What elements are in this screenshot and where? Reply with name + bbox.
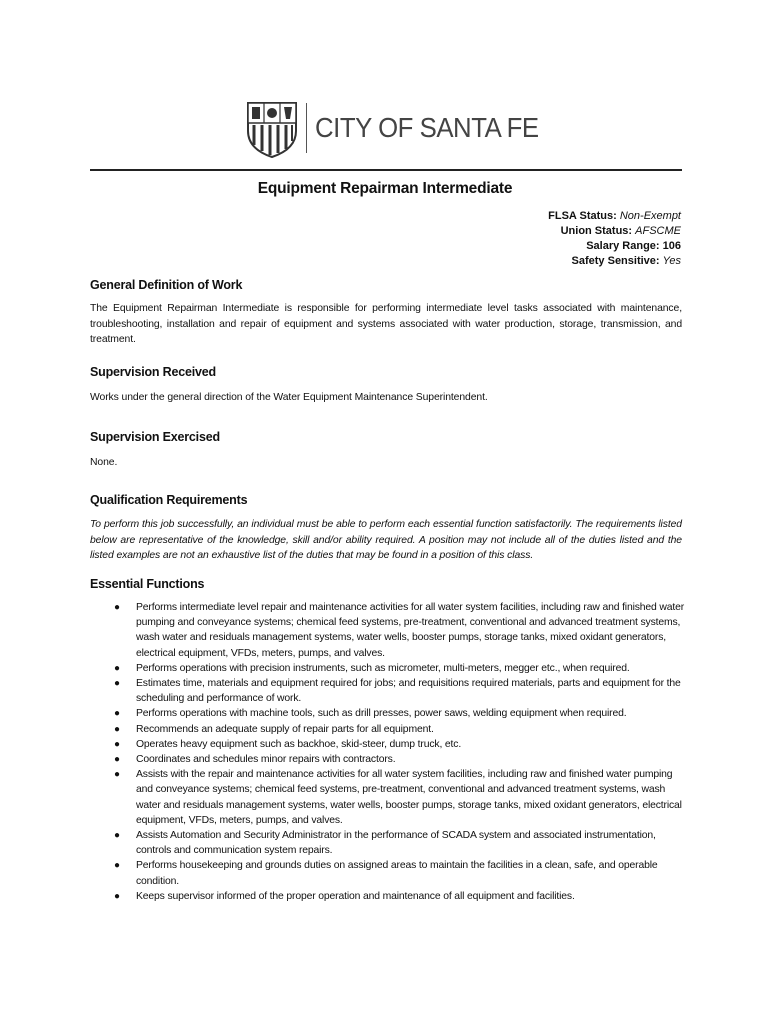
bullet-icon: ●: [114, 754, 120, 766]
bullet-icon: ●: [114, 830, 120, 842]
supervision-exercised-text: None.: [90, 457, 118, 468]
supervision-exercised-heading: Supervision Exercised: [90, 430, 220, 444]
safety-sensitive: [548, 254, 681, 269]
list-item: ● Assists with the repair and maintenance activities for all water system facilities, including raw and finished water pumping and conveyance systems; chemical feed systems, pre-treatment, conventional and advanced treatment systems, wash water and residuals management systems, water wells, booster pumps, storage tanks, mixed oxidant generators, electrical equipment, VFDs, meters, pumps, and valves.: [114, 769, 682, 826]
logo-divider: [306, 103, 307, 153]
qualification-heading: Qualification Requirements: [90, 493, 248, 507]
city-seal-icon: [246, 101, 298, 159]
safety-label: Safety Sensitive:: [571, 255, 660, 267]
union-status: [548, 224, 681, 239]
essential-functions-list: [90, 600, 690, 904]
general-definition-text: The Equipment Repairman Intermediate is responsible for performing intermediate level tasks associated with maintenance, troubleshooting, installation and repair of equipment and systems associated with water production, storage, transmission, and treatment.: [90, 303, 682, 345]
union-label: Union Status:: [560, 225, 633, 237]
list-item: ● Operates heavy equipment such as backhoe, skid-steer, dump truck, etc.: [90, 737, 690, 752]
bullet-icon: ●: [114, 678, 120, 690]
salary-range: [548, 239, 681, 254]
union-value: AFSCME: [635, 225, 681, 237]
bullet-icon: ●: [114, 662, 120, 674]
flsa-status: [548, 209, 681, 224]
supervision-received-heading: Supervision Received: [90, 365, 216, 379]
list-item: ● Recommends an adequate supply of repair parts for all equipment.: [90, 722, 690, 737]
general-definition-heading: General Definition of Work: [90, 278, 243, 292]
list-item: ● Performs housekeeping and grounds duties on assigned areas to maintain the facilities in a clean, safe, and operable condition.: [114, 860, 658, 887]
header-rule: [90, 169, 682, 171]
bullet-icon: ●: [114, 723, 120, 735]
job-title: Equipment Repairman Intermediate: [257, 180, 513, 197]
list-item: ● Keeps supervisor informed of the proper operation and maintenance of all equipment and facilities.: [90, 889, 690, 904]
bullet-icon: ●: [114, 860, 120, 872]
bullet-icon: ●: [114, 769, 120, 781]
list-item: ● Coordinates and schedules minor repairs with contractors.: [90, 752, 690, 767]
list-item: ● Performs operations with machine tools, such as drill presses, power saws, welding equipment when required.: [90, 706, 690, 721]
bullet-icon: ●: [114, 602, 120, 613]
job-meta: [548, 209, 681, 269]
essential-functions-heading: Essential Functions: [90, 577, 205, 591]
city-logo: [246, 101, 558, 159]
salary-value: 106: [662, 240, 681, 252]
list-item: ● Performs intermediate level repair and maintenance activities for all water system facilities, including raw and finished water pumping and conveyance systems; chemical feed systems, pre-treatment, conventional and advanced treatment systems, wash water and residuals management systems, water wells, booster pumps, storage tanks, mixed oxidant generators, electrical equipment, VFDs, meters, pumps, and valves.: [114, 602, 685, 659]
list-item: ● Performs operations with precision instruments, such as micrometer, multi-meters, megger etc., when required.: [90, 661, 690, 676]
list-item: ● Estimates time, materials and equipment required for jobs; and requisitions required materials, parts and equipment for the scheduling and performance of work.: [114, 678, 681, 705]
list-item: ● Assists Automation and Security Administrator in the performance of SCADA system and associated instrumentation, controls and communication system repairs.: [114, 830, 656, 857]
bullet-icon: ●: [114, 738, 120, 750]
salary-label: Salary Range:: [586, 240, 660, 252]
bullet-icon: ●: [114, 890, 120, 902]
safety-value: Yes: [662, 255, 681, 267]
flsa-value: Non-Exempt: [619, 210, 681, 222]
supervision-received-text: Works under the general direction of the Water Equipment Maintenance Superintendent.: [90, 392, 488, 403]
bullet-icon: ●: [114, 708, 120, 720]
flsa-label: FLSA Status:: [548, 210, 617, 222]
qualification-text: To perform this job successfully, an individual must be able to perform each essential function satisfactorily. The requirements listed below are representative of the knowledge, skill and/or ability required. A position may not include all of the duties listed and the listed examples are not an exhaustive list of the duties that may be found in a position of this class.: [90, 519, 682, 561]
org-name: CITY OF SANTA FE: [315, 112, 539, 143]
